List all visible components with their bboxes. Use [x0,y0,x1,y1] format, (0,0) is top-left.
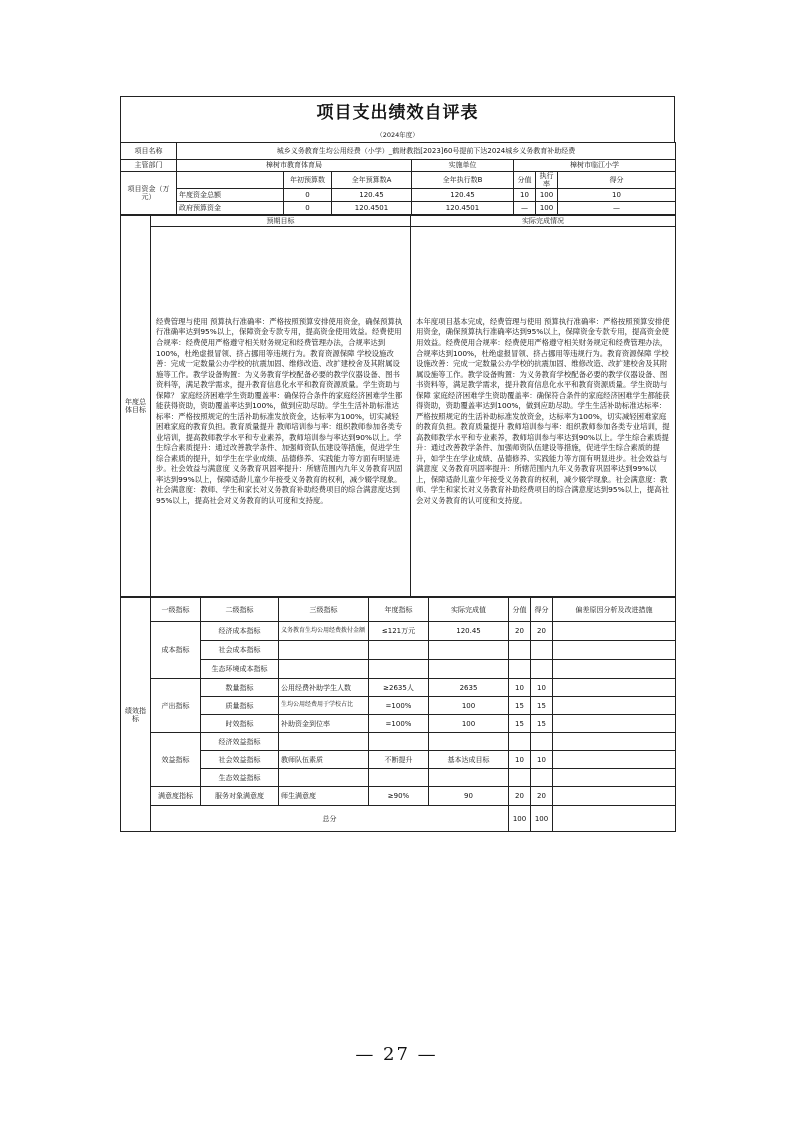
funds-header-initial: 年初预算数 [284,172,332,189]
indicator-value: 15 [509,697,531,715]
impl-label: 实施单位 [412,160,514,172]
indicator-l2: 时效指标 [201,715,279,733]
funds-cell: 100 [536,189,558,202]
total-label: 总分 [151,806,509,832]
indicator-l1: 效益指标 [151,733,201,787]
indicators-header: 年度指标 [369,598,429,622]
page-number: — 27 — [355,1044,438,1065]
funds-row-name: 政府预算资金 [177,202,284,215]
funds-cell: 0 [284,189,332,202]
indicator-l2: 数量指标 [201,679,279,697]
total-value: 100 [509,806,531,832]
indicator-note [553,622,676,641]
form-title: 项目支出绩效自评表 [120,96,675,129]
indicator-score: 15 [531,715,553,733]
funds-cell: 120.45 [332,189,412,202]
funds-cell: 10 [558,189,676,202]
indicator-target: =100% [369,715,429,733]
indicator-value: 10 [509,679,531,697]
indicator-actual: 120.45 [429,622,509,641]
indicator-l3: 义务教育生均公用经费拨付金额 [279,622,369,641]
goals-table [120,215,676,597]
indicator-l3 [279,733,369,751]
indicator-l3: 生均公用经费用于学校占比 [279,697,369,715]
indicator-score: 10 [531,679,553,697]
indicator-target: ≥90% [369,787,429,806]
funds-cell: 120.4501 [332,202,412,215]
funds-header-executed: 全年执行数B [412,172,514,189]
indicator-actual: 2635 [429,679,509,697]
indicator-target: =100% [369,697,429,715]
indicator-l3: 公用经费补助学生人数 [279,679,369,697]
indicator-target: ≥2635人 [369,679,429,697]
funds-label: 项目资金（万元） [121,172,177,215]
funds-cell: 0 [284,202,332,215]
indicator-l3 [279,641,369,660]
indicator-l2: 社会成本指标 [201,641,279,660]
indicators-header: 分值 [509,598,531,622]
indicator-l2: 生态环境成本指标 [201,660,279,679]
funds-cell: 10 [514,189,536,202]
indicators-header: 三级指标 [279,598,369,622]
indicator-l3 [279,769,369,787]
indicator-l1: 满意度指标 [151,787,201,806]
expected-goals-text: 经费管理与使用 预算执行准确率：严格按照预算安排使用资金，确保预算执行准确率达到95%以上，保障资金专款专用，提高资金使用效益。经费使用合规率：经费使用严格遵守相关财务规定和经费管理办法，合规率达到100%，杜绝虚报冒领、挤占挪用等违规行为。教育资源保障 学校设施改善：完成一定数量公办学校的抗震加固、维修改造、改扩建校舍及其附属设施等工作。教学设备购置：为义务教育学校配备必要的教学仪器设备、图书资料等，满足教学需求，提升教育信息化水平和教育资源质量。学生资助与保障？ 家庭经济困难学生资助覆盖率：确保符合条件的家庭经济困难学生都能获得资助，资助覆盖率达到100%，做到应助尽助。学生生活补助标准达标率：严格按照规定的生活补助标准发放资金，达标率为100%，切实减轻困难家庭的教育负担。教育质量提升 教师培训参与率：组织教师参加各类专业培训，提高教师教学水平和专业素养，教师培训参与率达到90%以上。学生综合素质提升：通过改善教学条件、加强师资队伍建设等措施，促进学生综合素质的提升，如学生在学业成绩、品德修养、实践能力等方面有明显进步。社会效益与满意度 义务教育巩固率提升：所辖范围内九年义务教育巩固率达到99%以上，保障适龄儿童少年接受义务教育的权利，减少辍学现象。社会满意度：教师、学生和家长对义务教育补助经费项目的综合满意度达到95%以上，提高社会对义务教育的认可度和支持度。 [151,227,411,597]
indicator-l2: 社会效益指标 [201,751,279,769]
self-evaluation-form [120,96,675,832]
indicator-target: 不断提升 [369,751,429,769]
indicator-l2: 服务对象满意度 [201,787,279,806]
funds-cell: 120.45 [412,189,514,202]
indicator-note [553,679,676,697]
indicator-l2: 经济效益指标 [201,733,279,751]
indicator-actual: 100 [429,697,509,715]
indicators-header: 得分 [531,598,553,622]
indicator-actual: 100 [429,715,509,733]
indicator-note [553,715,676,733]
funds-cell: — [558,202,676,215]
indicator-l2: 质量指标 [201,697,279,715]
indicator-value: 10 [509,751,531,769]
funds-cell: 100 [536,202,558,215]
indicator-score: 20 [531,787,553,806]
expected-goals-header: 预期目标 [151,216,411,227]
indicator-actual: 90 [429,787,509,806]
indicator-l3: 教师队伍素质 [279,751,369,769]
form-year: （2024年度） [120,129,675,142]
funds-header-score-value: 分值 [514,172,536,189]
indicator-l1: 成本指标 [151,622,201,679]
indicator-note [553,697,676,715]
actual-completion-text: 本年度项目基本完成，经费管理与使用 预算执行准确率：严格按照预算安排使用资金，确保预算执行准确率达到95%以上，保障资金专款专用，提高资金使用效益。经费使用合规率：经费使用严格遵守相关财务规定和经费管理办法，合规率达到100%，杜绝虚报冒领、挤占挪用等违规行为。教育资源保障 学校设施改善：完成一定数量公办学校的抗震加固、维修改造、改扩建校舍及其附属设施等工作。教学设备购置：为义务教育学校配备必要的教学仪器设备、图书资料等，满足教学需求，提升教育信息化水平和教育资源质量。学生资助与保障 家庭经济困难学生资助覆盖率：确保符合条件的家庭经济困难学生都能获得资助，资助覆盖率达到100%，做到应助尽助。学生生活补助标准达标率：严格按照规定的生活补助标准发放资金，达标率为100%，切实减轻困难家庭的教育负担。教育质量提升 教师培训参与率：组织教师参加各类专业培训，提高教师教学水平和专业素养，教师培训参与率达到90%以上。学生综合素质提升：通过改善教学条件、加强师资队伍建设等措施，促进学生综合素质的提升，如学生在学业成绩、品德修养、实践能力等方面有明显进步。社会效益与满意度 义务教育巩固率提升：所辖范围内九年义务教育巩固率达到99%以上，保障适龄儿童少年接受义务教育的权利，减少辍学现象。社会满意度：教师、学生和家长对义务教育补助经费项目的综合满意度达到95%以上，提高社会对义务教育的认可度和支持度。 [411,227,676,597]
indicator-l1: 产出指标 [151,679,201,733]
total-score: 100 [531,806,553,832]
header-table [120,142,676,215]
indicator-l2: 生态效益指标 [201,769,279,787]
goals-label: 年度总体目标 [121,216,151,597]
indicator-score: 15 [531,697,553,715]
indicator-l2: 经济成本指标 [201,622,279,641]
indicators-label: 绩效指标 [121,598,151,832]
indicators-header: 实际完成值 [429,598,509,622]
indicator-note [553,751,676,769]
funds-cell: — [514,202,536,215]
project-name-label: 项目名称 [121,143,177,160]
project-name-value: 城乡义务教育生均公用经费（小学）_鹤财教指[2023]60号提前下达2024城乡义务教育补助经费 [177,143,676,160]
indicator-l3 [279,660,369,679]
indicator-value: 15 [509,715,531,733]
indicators-header: 一级指标 [151,598,201,622]
funds-row-name: 年度资金总额 [177,189,284,202]
indicator-score: 10 [531,751,553,769]
dept-label: 主管部门 [121,160,177,172]
funds-header-score: 得分 [558,172,676,189]
actual-completion-header: 实际完成情况 [411,216,676,227]
funds-header-full-budget: 全年预算数A [332,172,412,189]
indicator-l3: 补助资金到位率 [279,715,369,733]
indicator-note [553,787,676,806]
indicator-value: 20 [509,787,531,806]
indicators-header: 二级指标 [201,598,279,622]
dept-value: 樟树市教育体育局 [177,160,412,172]
indicator-actual: 基本达成目标 [429,751,509,769]
indicator-value: 20 [509,622,531,641]
indicators-header: 偏差原因分析及改进措施 [553,598,676,622]
funds-header-rate: 执行率 [536,172,558,189]
impl-value: 樟树市临江小学 [514,160,676,172]
indicators-table [120,597,676,832]
indicator-l3: 师生满意度 [279,787,369,806]
funds-cell: 120.4501 [412,202,514,215]
indicator-target: ≤121万元 [369,622,429,641]
indicator-score: 20 [531,622,553,641]
